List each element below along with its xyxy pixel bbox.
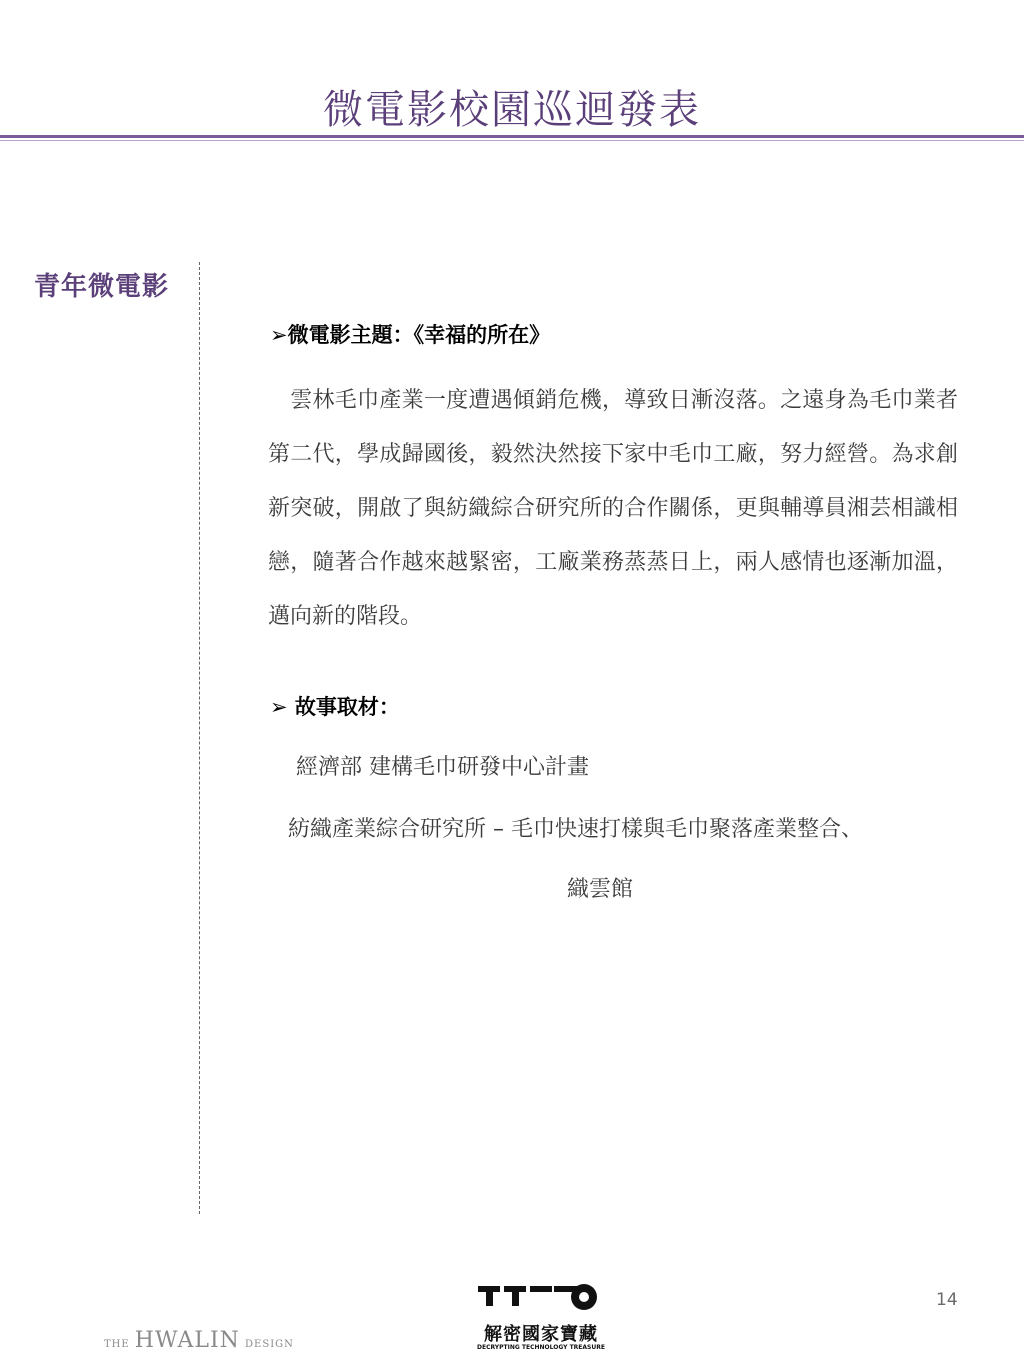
page-title: 微電影校園巡迴發表 <box>323 87 701 133</box>
arrow-bullet-icon: ➢ <box>270 323 288 347</box>
ttt-o-logo-icon <box>476 1280 606 1312</box>
source-item: 織雲館 <box>567 877 634 902</box>
page-number: 14 <box>936 1290 958 1310</box>
dashed-divider <box>199 262 200 1214</box>
hwalin-design-logo <box>104 1328 294 1353</box>
title-divider-thin <box>0 140 1024 141</box>
arrow-bullet-icon: ➢ <box>270 695 288 719</box>
source-item: 經濟部 建構毛巾研發中心計畫 <box>296 755 589 780</box>
source-heading <box>270 691 400 721</box>
hwalin-prefix: THE <box>104 1339 130 1350</box>
source-item: 紡織產業綜合研究所 – 毛巾快速打樣與毛巾聚落產業整合、 <box>288 817 863 842</box>
synopsis-text: 雲林毛巾產業一度遭遇傾銷危機，導致日漸沒落。之遠身為毛巾業者第二代，學成歸國後，毅然決然接下家中毛巾工廠，努力經營。為求創新突破，開啟了與紡織綜合研究所的合作關係，更與輔導員湘芸相識相戀，隨著合作越來越緊密，工廠業務蒸蒸日上，兩人感情也逐漸加溫，邁向新的階段。 <box>268 388 958 629</box>
hwalin-main: HWALIN <box>134 1328 240 1353</box>
section-label: 青年微電影 <box>34 272 170 302</box>
theme-heading <box>270 319 550 349</box>
source-heading-text: 故事取材： <box>294 695 400 719</box>
synopsis-paragraph <box>268 374 958 644</box>
title-divider <box>0 135 1024 138</box>
theme-heading-text: 微電影主題：《幸福的所在》 <box>287 323 551 347</box>
logo-tagline: DECRYPTING TECHNOLOGY TREASURE <box>477 1344 605 1351</box>
logo-name: 解密國家寶藏 <box>484 1324 598 1345</box>
hwalin-suffix: DESIGN <box>245 1339 294 1350</box>
